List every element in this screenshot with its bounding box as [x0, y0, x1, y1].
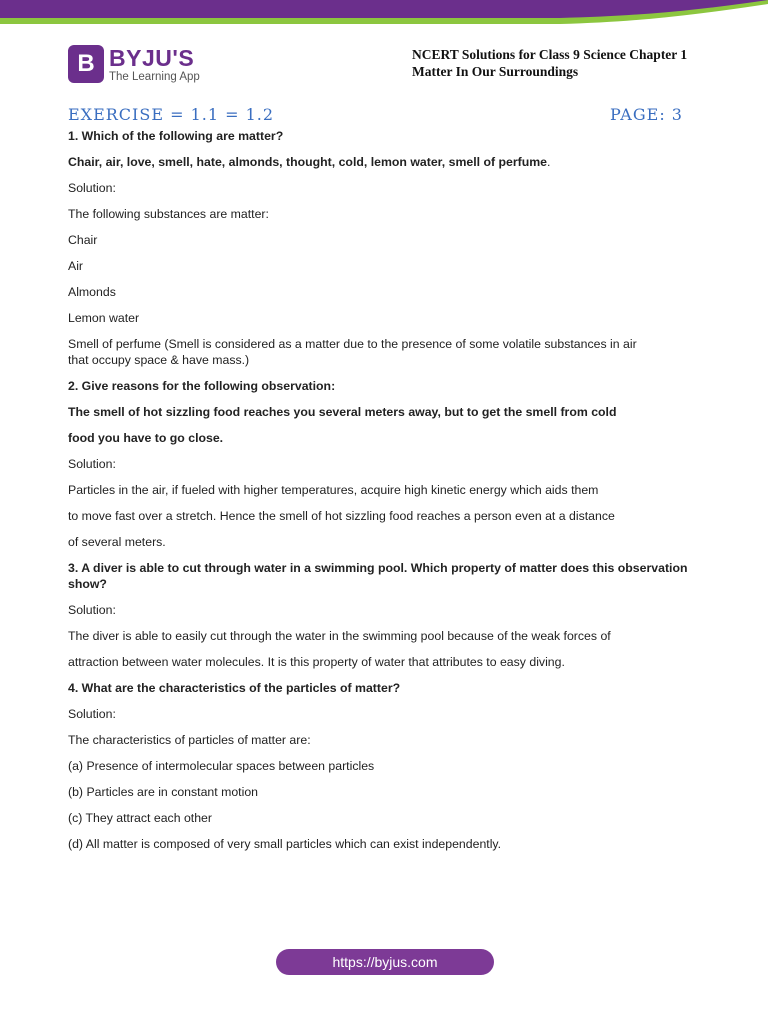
- line-suffix: .: [547, 155, 551, 169]
- answer-line: [68, 706, 708, 722]
- line-text: (a) Presence of intermolecular spaces between particles: [68, 759, 375, 773]
- answer-line: [68, 784, 708, 800]
- question-line: [68, 154, 708, 170]
- line-text: Lemon water: [68, 311, 140, 325]
- answer-line: [68, 508, 708, 524]
- exercise-title: EXERCISE = 1.1 = 1.2: [68, 105, 275, 124]
- footer-url-link[interactable]: https://byjus.com: [276, 949, 494, 975]
- line-text: 4. What are the characteristics of the particles of matter?: [68, 681, 401, 695]
- line-text: (c) They attract each other: [68, 811, 212, 825]
- top-decorative-band: [0, 0, 768, 30]
- answer-line: [68, 232, 708, 248]
- header-line-1: NCERT Solutions for Class 9 Science Chapter 1: [412, 47, 688, 62]
- answer-line: [68, 258, 708, 274]
- line-text: 1. Which of the following are matter?: [68, 129, 284, 143]
- line-text: (b) Particles are in constant motion: [68, 785, 259, 799]
- line-text: Solution:: [68, 457, 116, 471]
- answer-line: [68, 758, 708, 774]
- line-text: Chair, air, love, smell, hate, almonds, thought, cold, lemon water, smell of perfume: [68, 155, 548, 169]
- line-text: 3. A diver is able to cut through water in a swimming pool. Which property of matter does this observation: [68, 561, 688, 575]
- line-text: attraction between water molecules. It is this property of water that attributes to easy diving.: [68, 655, 565, 669]
- answer-line: [68, 534, 708, 550]
- answer-line: [68, 456, 708, 472]
- line-text: The smell of hot sizzling food reaches you several meters away, but to get the smell from cold: [68, 405, 617, 419]
- answer-line: [68, 336, 708, 352]
- line-text: to move fast over a stretch. Hence the smell of hot sizzling food reaches a person even at a distance: [68, 509, 615, 523]
- answer-line: [68, 810, 708, 826]
- answer-line: [68, 732, 708, 748]
- line-text: Solution:: [68, 181, 116, 195]
- question-line: [68, 560, 708, 576]
- line-text: food you have to go close.: [68, 431, 224, 445]
- line-text: Particles in the air, if fueled with higher temperatures, acquire high kinetic energy which aids them: [68, 483, 599, 497]
- logo-mark-icon: B: [68, 45, 104, 83]
- answer-line: [68, 836, 708, 852]
- byjus-logo: [68, 45, 208, 87]
- line-text: 2. Give reasons for the following observation:: [68, 379, 336, 393]
- line-text: Solution:: [68, 603, 116, 617]
- answer-line: [68, 654, 708, 670]
- question-line: [68, 576, 708, 592]
- answer-line: [68, 206, 708, 222]
- line-text: Solution:: [68, 707, 116, 721]
- question-line: [68, 128, 708, 144]
- line-text: show?: [68, 577, 107, 591]
- question-line: [68, 680, 708, 696]
- line-text: (d) All matter is composed of very small particles which can exist independently.: [68, 837, 502, 851]
- line-text: Almonds: [68, 285, 116, 299]
- answer-line: [68, 310, 708, 326]
- line-text: Smell of perfume (Smell is considered as a matter due to the presence of some volatile substances in air: [68, 337, 637, 351]
- page-label: PAGE: 3: [610, 105, 683, 124]
- line-text: of several meters.: [68, 535, 166, 549]
- line-text: Chair: [68, 233, 98, 247]
- answer-line: [68, 284, 708, 300]
- question-line: [68, 430, 708, 446]
- line-text: The following substances are matter:: [68, 207, 269, 221]
- line-text: that occupy space & have mass.): [68, 353, 250, 367]
- question-line: [68, 404, 708, 420]
- document-header: [412, 46, 712, 80]
- answer-line: [68, 602, 708, 618]
- answer-line: [68, 352, 708, 368]
- answer-line: [68, 482, 708, 498]
- line-text: The diver is able to easily cut through the water in the swimming pool because of the weak forces of: [68, 629, 611, 643]
- line-text: The characteristics of particles of matter are:: [68, 733, 311, 747]
- question-line: [68, 378, 708, 394]
- brand-tagline: The Learning App: [109, 71, 200, 83]
- header-line-2: Matter In Our Surroundings: [412, 64, 579, 79]
- line-text: Air: [68, 259, 84, 273]
- answer-line: [68, 180, 708, 196]
- answer-line: [68, 628, 708, 644]
- brand-name: BYJU'S: [109, 45, 195, 71]
